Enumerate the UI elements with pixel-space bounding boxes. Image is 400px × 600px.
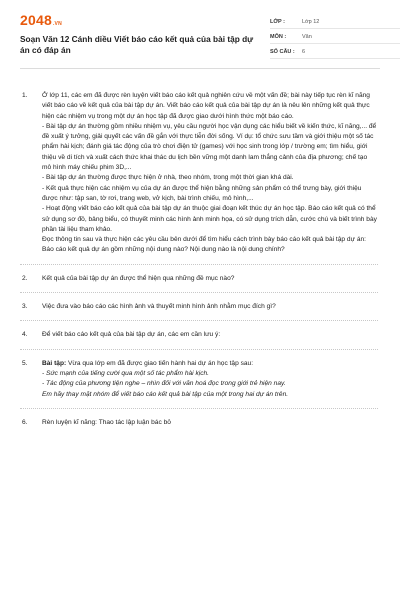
question-text: Việc đưa vào báo cáo các hình ảnh và thuyết minh hình ảnh nhằm mục đích gì? — [42, 303, 276, 311]
question-2 — [20, 274, 378, 284]
question-1 — [20, 91, 378, 256]
question-6 — [20, 418, 378, 428]
question-4 — [20, 330, 378, 340]
question-text — [42, 91, 378, 256]
question-line: - Bài tập dự án thường được thực hiện ở nhà, theo nhóm, trong một thời gian khá dài. — [42, 174, 294, 182]
question-text: Để viết báo cáo kết quả của bài tập dự án, các em cần lưu ý: — [42, 331, 221, 339]
question-line: - Tác động của phương tiện nghe – nhìn đối với văn hoá đọc trong giới trẻ hiện nay. — [42, 380, 286, 388]
logo-main: 2048 — [20, 12, 52, 28]
question-line: Ở lớp 11, các em đã được rèn luyện viết báo cáo kết quả nghiên cứu về một vấn đề; bài này tiếp tục rèn kĩ năng viết báo cáo về kết quả của bài tập dự án. Viết báo cáo kết quả của bài tập dự án là nêu lên những kết quả thực hiện các nhiệm vụ trong một dự án học tập đã được giao dưới hình thức một báo cáo. — [42, 92, 370, 120]
meta-socau-value: 6 — [302, 49, 306, 55]
site-logo[interactable] — [20, 12, 62, 28]
question-line: Báo cáo kết quả dự án gồm những nội dung nào? Nội dung nào là nội dung chính? — [42, 246, 285, 254]
meta-mon-value: Văn — [302, 34, 312, 40]
question-number: 2. — [22, 274, 28, 282]
question-lead — [42, 359, 378, 369]
question-line: Đọc thông tin sau và thực hiện các yêu cầu bên dưới để tìm hiểu cách trình bày báo cáo kết quả bài tập dự án: — [42, 236, 367, 244]
meta-lop-value: Lớp 12 — [302, 19, 320, 25]
question-number: 6. — [22, 418, 28, 426]
logo-sub: .VN — [52, 21, 62, 27]
question-number: 5. — [22, 359, 28, 367]
question-number: 3. — [22, 303, 28, 311]
meta-row-lop — [270, 16, 400, 29]
exercise-label: Bài tập: — [42, 359, 67, 367]
question-divider — [20, 320, 378, 321]
question-number: 4. — [22, 331, 28, 339]
meta-lop-label: LỚP : — [270, 19, 285, 25]
question-divider — [20, 292, 378, 293]
question-line: - Hoạt động viết báo cáo kết quả của bài tập dự án thuộc giai đoạn kết thúc dự án học tập. Báo cáo kết quả có thể sử dụng sơ đồ, bảng biểu, có thuyết minh các hình ảnh minh họa, có sử dụng trích dẫn, cước chú và biết trình bày phần tài liệu tham khảo. — [42, 205, 377, 233]
question-text — [42, 359, 378, 400]
page-title: Soạn Văn 12 Cánh diều Viết báo cáo kết quả của bài tập dự án có đáp án — [20, 34, 254, 55]
question-divider — [20, 408, 378, 409]
question-text: Rèn luyện kĩ năng: Thao tác lập luận bác bỏ — [42, 418, 171, 426]
meta-row-mon — [270, 31, 400, 44]
meta-mon-label: MÔN : — [270, 34, 287, 40]
meta-row-socau — [270, 46, 400, 59]
question-line: Em hãy thay mặt nhóm để viết báo cáo kết quả bài tập của một trong hai dự án trên. — [42, 390, 289, 398]
question-text: Kết quả của bài tập dự án được thể hiện qua những đề mục nào? — [42, 274, 235, 282]
question-3 — [20, 302, 378, 312]
question-line: - Bài tập dự án thường gồm nhiều nhiệm vụ, yêu cầu người học vận dụng các hiểu biết về kiến thức, kĩ năng,... để đề xuất ý tưởng, giải quyết các vấn đề gắn với thực tiễn đời sống. Ví dụ: tổ chức sưu tầm và giới thiệu một số tác phẩm hài kịch; đánh giá tác động của trò chơi điện tử (games) với học sinh trong lớp / trường em; tìm hiểu, giới thiệu về di tích và xuất cách thức khai thác du lịch bền vững một danh lam thắng cảnh của địa phương; chế tạo mô hình máy chiếu phim 3D,... — [42, 122, 377, 172]
document-header — [20, 12, 380, 62]
question-divider — [20, 264, 378, 265]
question-divider — [20, 349, 378, 350]
question-line: - Kết quả thực hiện các nhiệm vụ của dự án được thể hiện bằng những sản phẩm có thể trưng bày, giới thiệu được như: tập san, tờ rơi, trang web, vở kịch, bài trình chiếu, mô hình,... — [42, 184, 362, 202]
question-list — [20, 91, 380, 428]
question-5 — [20, 359, 378, 400]
meta-info — [270, 16, 400, 61]
question-line: - Sức mạnh của tiếng cười qua một số tác phẩm hài kịch. — [42, 369, 210, 377]
header-divider — [20, 68, 380, 69]
exercise-intro: Vừa qua lớp em đã được giao tiến hành hai dự án học tập sau: — [66, 359, 254, 367]
meta-socau-label: SỐ CÂU : — [270, 49, 295, 55]
question-number: 1. — [22, 92, 28, 99]
